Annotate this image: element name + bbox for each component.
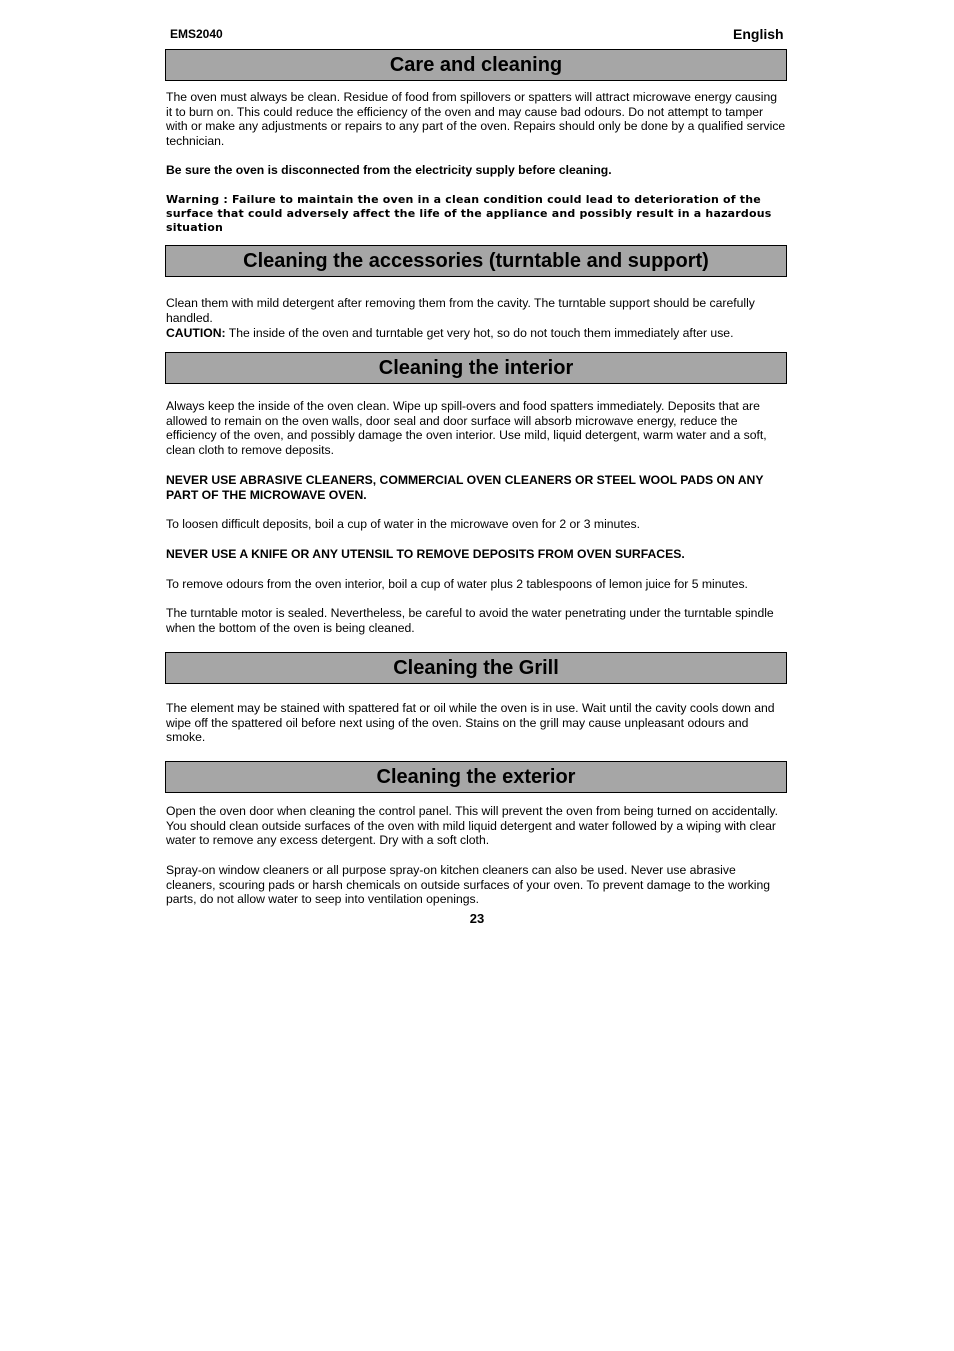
interior-paragraph-6: The turntable motor is sealed. Nevertheless, be careful to avoid the water penetrating under the turntable spindle when the bottom of the oven is being cleaned. (166, 606, 774, 635)
language-label: English (733, 26, 784, 42)
interior-paragraph-3: To loosen difficult deposits, boil a cup of water in the microwave oven for 2 or 3 minutes. (166, 517, 640, 531)
section-title-grill: Cleaning the Grill (165, 652, 787, 684)
interior-paragraph-5: To remove odours from the oven interior, boil a cup of water plus 2 tablespoons of lemon juice for 5 minutes. (166, 577, 748, 591)
care-paragraph-1: The oven must always be clean. Residue of food from spillovers or spatters will attract microwave energy causing it to burn on. This could reduce the efficiency of the oven and may cause bad odours. Do not attempt to tamper with or make any adjustments or repairs to any part of the oven. Repairs should only be done by a qualified service technician. (166, 90, 786, 149)
model-number: EMS2040 (170, 27, 223, 41)
page-number: 23 (469, 911, 485, 926)
care-disconnect-note: Be sure the oven is disconnected from the electricity supply before cleaning. (166, 163, 612, 177)
accessories-caution (166, 326, 786, 341)
grill-paragraph-1: The element may be stained with spattered fat or oil while the oven is in use. Wait until the cavity cools down and wipe off the spattered oil before next using of the oven. Stains on the grill may cause unpleasant odours and smoke. (166, 701, 775, 745)
exterior-paragraph-2: Spray-on window cleaners or all purpose spray-on kitchen cleaners can also be used. Never use abrasive cleaners, scouring pads or harsh chemicals on outside surfaces of your oven. To prevent damage to the working parts, do not allow water to seep into ventilation openings. (166, 863, 771, 907)
caution-label: CAUTION: (166, 326, 226, 340)
interior-abrasive-warning: NEVER USE ABRASIVE CLEANERS, COMMERCIAL OVEN CLEANERS OR STEEL WOOL PADS ON ANY PART OF THE MICROWAVE OVEN. (166, 473, 764, 502)
section-title-exterior: Cleaning the exterior (165, 761, 787, 793)
section-title-care: Care and cleaning (165, 49, 787, 81)
section-title-interior: Cleaning the interior (165, 352, 787, 384)
interior-paragraph-1: Always keep the inside of the oven clean. Wipe up spill-overs and food spatters immediately. Deposits that are allowed to remain on the oven walls, door seal and door surface will absorb microwave energy, reduce the efficiency of the oven, and possibly damage the oven interior. Use mild, liquid detergent, warm water and a soft, clean cloth to remove deposits. (166, 399, 767, 458)
section-title-accessories: Cleaning the accessories (turntable and support) (165, 245, 787, 277)
interior-knife-warning: NEVER USE A KNIFE OR ANY UTENSIL TO REMOVE DEPOSITS FROM OVEN SURFACES. (166, 547, 685, 561)
care-warning: Warning : Failure to maintain the oven in a clean condition could lead to deterioration of the surface that could adversely affect the life of the appliance and possibly result in a hazardous situation (166, 193, 772, 234)
caution-text: The inside of the oven and turntable get very hot, so do not touch them immediately after use. (225, 326, 734, 340)
exterior-paragraph-1: Open the oven door when cleaning the control panel. This will prevent the oven from being turned on accidentally. You should clean outside surfaces of the oven with mild liquid detergent and water followed by a wiping with clear water to remove any excess detergent. Dry with a soft cloth. (166, 804, 779, 848)
accessories-paragraph-1: Clean them with mild detergent after removing them from the cavity. The turntable support should be carefully handled. (166, 296, 755, 325)
